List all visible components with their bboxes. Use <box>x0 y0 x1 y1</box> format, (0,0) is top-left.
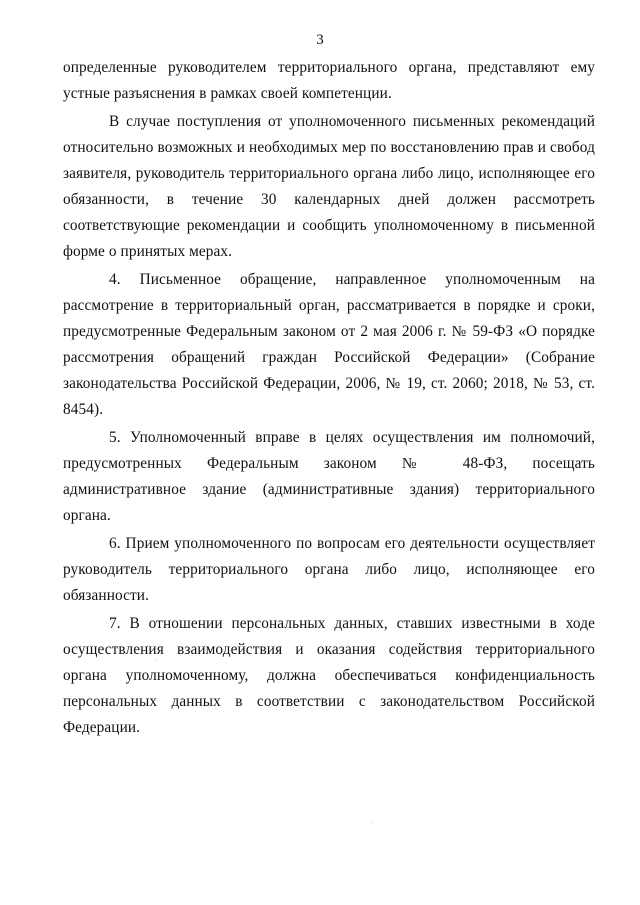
paragraph-item-7: 7. В отношении персональных данных, ставших известными в ходе осуществления взаимодействия и оказания содействия территориального органа уполномоченному, должна обеспечиваться конфиденциальность персональных данных в соответствии с законодательством Российской Федерации. <box>63 615 595 736</box>
scan-speck <box>372 822 373 823</box>
page-number: 3 <box>316 32 324 48</box>
paragraph-continuation: определенные руководителем территориального органа, представляют ему устные разъяснения в рамках своей компетенции. <box>63 59 595 102</box>
paragraph-item-4: 4. Письменное обращение, направленное уполномоченным на рассмотрение в территориальный орган, рассматривается в порядке и сроки, предусмотренные Федеральным законом от 2 мая 2006 г. № 59-ФЗ «О порядке рассмотрения обращений граждан Российской Федерации» (Собрание законодательства Российской Федерации, 2006, № 19, ст. 2060; 2018, № 53, ст. 8454). <box>63 271 595 418</box>
paragraph-item-5: 5. Уполномоченный вправе в целях осуществления им полномочий, предусмотренных Федеральным законом № 48-ФЗ, посещать административное здание (административные здания) территориального органа. <box>63 429 595 524</box>
paragraph-recommendations: В случае поступления от уполномоченного письменных рекомендаций относительно возможных и необходимых мер по восстановлению прав и свобод заявителя, руководитель территориального органа либо лицо, исполняющее его обязанности, в течение 30 календарных дней должен рассмотреть соответствующие рекомендации и сообщить уполномоченному в письменной форме о принятых мерах. <box>63 113 595 260</box>
scan-speck <box>155 660 156 661</box>
body-text <box>63 55 595 741</box>
paragraph-item-6: 6. Прием уполномоченного по вопросам его деятельности осуществляет руководитель территориального органа либо лицо, исполняющее его обязанности. <box>63 535 595 604</box>
